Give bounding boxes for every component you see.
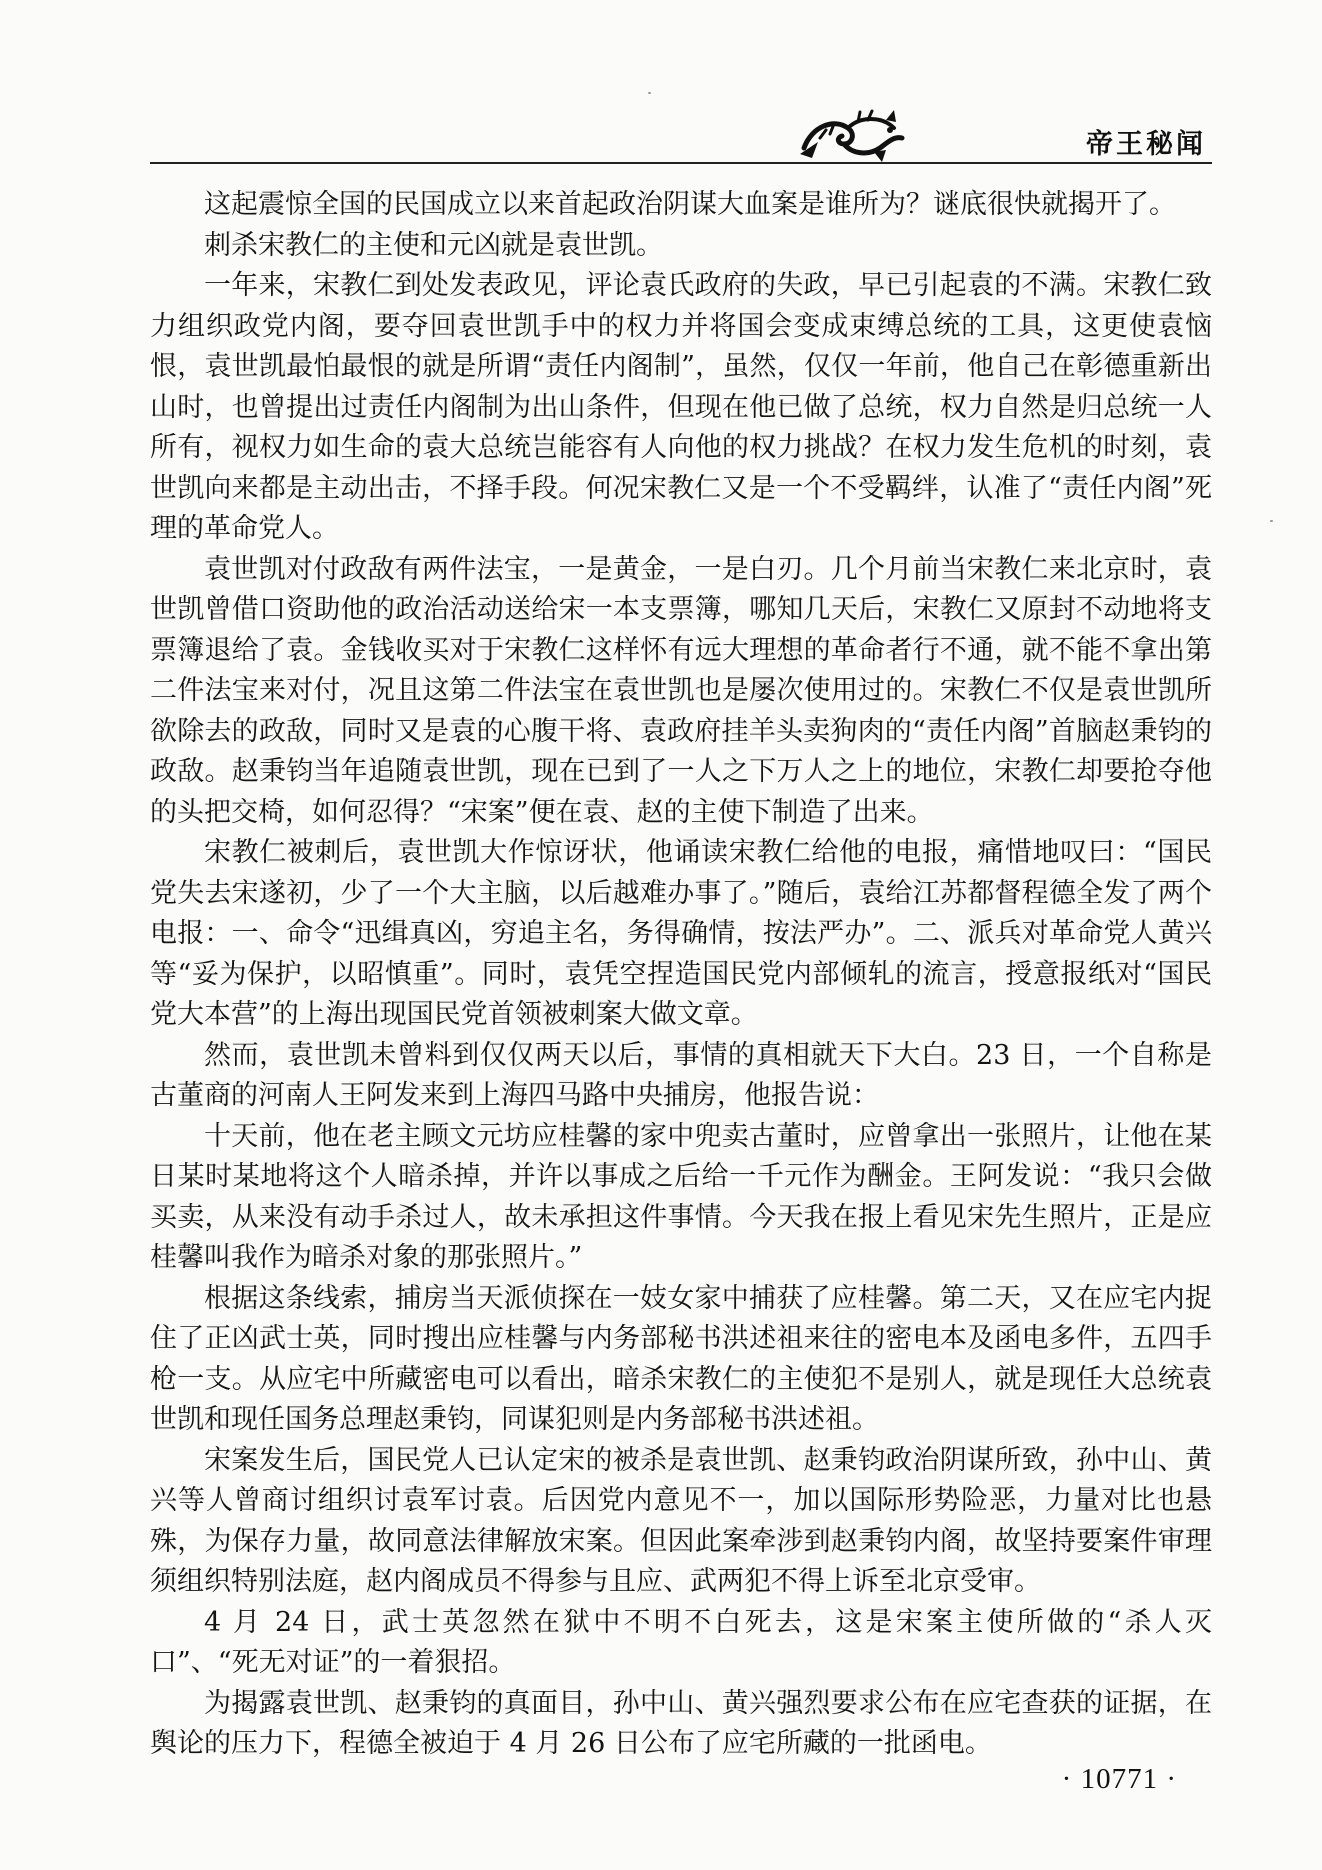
paragraph: 然而，袁世凯未曾料到仅仅两天以后，事情的真相就天下大白。23 日，一个自称是古董商的河南人王阿发来到上海四马路中央捕房，他报告说： [150,1039,1212,1111]
paragraph: 根据这条线索，捕房当天派侦探在一妓女家中捕获了应桂馨。第二天，又在应宅内捉住了正凶武士英，同时搜出应桂馨与内务部秘书洪述祖来往的密电本及函电多件，五四手枪一支。从应宅中所藏密电可以看出，暗杀宋教仁的主使犯不是别人，就是现任大总统袁世凯和现任国务总理赵秉钧，同谋犯则是内务部秘书洪述祖。 [150,1282,1212,1435]
paragraph: 4 月 24 日，武士英忽然在狱中不明不白死去，这是宋案主使所做的“杀人灭口”、“死无对证”的一着狠招。 [150,1606,1212,1678]
paragraph: 刺杀宋教仁的主使和元凶就是袁世凯。 [204,229,663,261]
scan-speck [1270,520,1273,522]
paragraph: 一年来，宋教仁到处发表政见，评论袁氏政府的失政，早已引起袁的不满。宋教仁致力组织政党内阁，要夺回袁世凯手中的权力并将国会变成束缚总统的工具，这更使袁恼恨，袁世凯最怕最恨的就是所谓“责任内阁制”，虽然，仅仅一年前，他自己在彰德重新出山时，也曾提出过责任内阁制为出山条件，但现在他已做了总统，权力自然是归总统一人所有，视权力如生命的袁大总统岂能容有人向他的权力挑战？在权力发生危机的时刻，袁世凯向来都是主动出击，不择手段。何况宋教仁又是一个不受羁绊，认准了“责任内阁”死理的革命党人。 [150,270,1212,544]
dragon-emblem-icon [790,108,910,166]
paragraph: 宋教仁被刺后，袁世凯大作惊讶状，他诵读宋教仁给他的电报，痛惜地叹曰：“国民党失去宋遂初，少了一个大主脑，以后越难办事了。”随后，袁给江苏都督程德全发了两个电报：一、命令“迅缉真凶，穷追主名，务得确情，按法严办”。二、派兵对革命党人黄兴等“妥为保护，以昭慎重”。同时，袁凭空捏造国民党内部倾轧的流言，授意报纸对“国民党大本营”的上海出现国民党首领被刺案大做文章。 [150,837,1212,1030]
scan-speck [648,92,651,94]
running-header [150,108,1212,168]
paragraph: 这起震惊全国的民国成立以来首起政治阴谋大血案是谁所为？谜底很快就揭开了。 [204,189,1176,220]
page-number: · 10771 · [1061,1763,1177,1795]
header-rule [150,162,1212,164]
paragraph: 宋案发生后，国民党人已认定宋的被杀是袁世凯、赵秉钧政治阴谋所致，孙中山、黄兴等人曾商讨组织讨袁军讨袁。后因党内意见不一，加以国际形势险恶，力量对比也悬殊，为保存力量，故同意法律解放宋案。但因此案牵涉到赵秉钧内阁，故坚持要案件审理须组织特别法庭，赵内阁成员不得参与且应、武两犯不得上诉至北京受审。 [150,1444,1212,1597]
running-header-title: 帝王秘闻 [1086,129,1206,160]
body-text [150,185,1212,1765]
paragraph: 十天前，他在老主顾文元坊应桂馨的家中兜卖古董时，应曾拿出一张照片，让他在某日某时某地将这个人暗杀掉，并许以事成之后给一千元作为酬金。王阿发说：“我只会做买卖，从来没有动手杀过人，故未承担这件事情。今天我在报上看见宋先生照片，正是应桂馨叫我作为暗杀对象的那张照片。” [150,1120,1212,1273]
paragraph: 为揭露袁世凯、赵秉钧的真面目，孙中山、黄兴强烈要求公布在应宅查获的证据，在舆论的压力下，程德全被迫于 4 月 26 日公布了应宅所藏的一批函电。 [150,1687,1212,1759]
paragraph: 袁世凯对付政敌有两件法宝，一是黄金，一是白刃。几个月前当宋教仁来北京时，袁世凯曾借口资助他的政治活动送给宋一本支票簿，哪知几天后，宋教仁又原封不动地将支票簿退给了袁。金钱收买对于宋教仁这样怀有远大理想的革命者行不通，就不能不拿出第二件法宝来对付，况且这第二件法宝在袁世凯也是屡次使用过的。宋教仁不仅是袁世凯所欲除去的政敌，同时又是袁的心腹干将、袁政府挂羊头卖狗肉的“责任内阁”首脑赵秉钧的政敌。赵秉钧当年追随袁世凯，现在已到了一人之下万人之上的地位，宋教仁却要抢夺他的头把交椅，如何忍得？“宋案”便在袁、赵的主使下制造了出来。 [150,553,1212,828]
